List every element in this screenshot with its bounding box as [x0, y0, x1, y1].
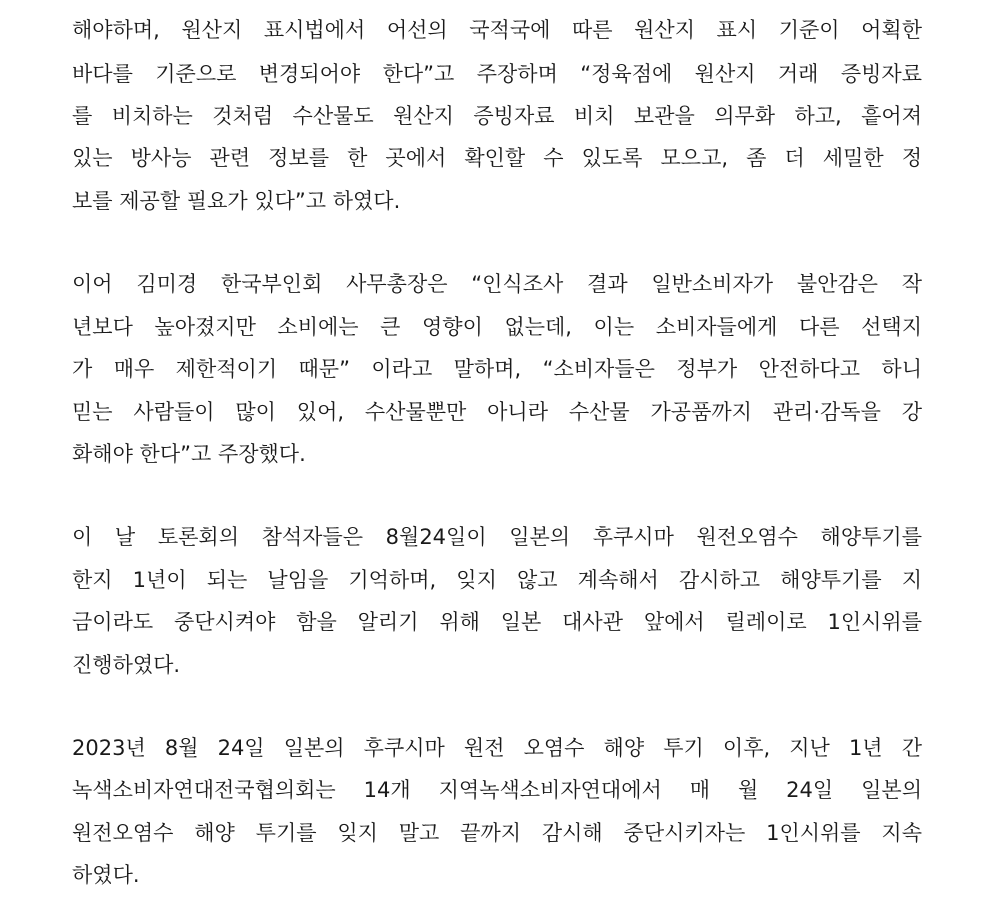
paragraph-3-line-2: 한지 1년이 되는 날임을 기억하며, 잊지 않고 계속해서 감시하고 해양투기를 지: [72, 568, 922, 592]
paragraph-4-line-2: 녹색소비자연대전국협의회는 14개 지역녹색소비자연대에서 매 월 24일 일본의: [72, 778, 922, 802]
paragraph-4-line-1: 2023년 8월 24일 일본의 후쿠시마 원전 오염수 해양 투기 이후, 지난 1년 간: [72, 736, 922, 760]
paragraph-1-line-2: 바다를 기준으로 변경되어야 한다”고 주장하며 “정육점에 원산지 거래 증빙자료: [72, 62, 922, 86]
paragraph-1-line-4: 있는 방사능 관련 정보를 한 곳에서 확인할 수 있도록 모으고, 좀 더 세밀한 정: [72, 146, 922, 170]
paragraph-2-line-4: 믿는 사람들이 많이 있어, 수산물뿐만 아니라 수산물 가공품까지 관리·감독을 강: [72, 400, 922, 424]
paragraph-3-line-4: 진행하였다.: [72, 653, 181, 677]
paragraph-4-line-4: 하였다.: [72, 863, 140, 887]
paragraph-2-line-3: 가 매우 제한적이기 때문” 이라고 말하며, “소비자들은 정부가 안전하다고 하니: [72, 357, 922, 381]
paragraph-2-line-5: 화해야 한다”고 주장했다.: [72, 442, 306, 466]
paragraph-1-line-1: 해야하며, 원산지 표시법에서 어선의 국적국에 따른 원산지 표시 기준이 어획한: [72, 18, 922, 42]
paragraph-1-line-5: 보를 제공할 필요가 있다”고 하였다.: [72, 189, 401, 213]
paragraph-4-line-3: 원전오염수 해양 투기를 잊지 말고 끝까지 감시해 중단시키자는 1인시위를 지속: [72, 821, 922, 845]
paragraph-2-line-1: 이어 김미경 한국부인회 사무총장은 “인식조사 결과 일반소비자가 불안감은 작: [72, 272, 922, 296]
paragraph-1-line-3: 를 비치하는 것처럼 수산물도 원산지 증빙자료 비치 보관을 의무화 하고, 흩어져: [72, 104, 922, 128]
paragraph-3-line-1: 이 날 토론회의 참석자들은 8월24일이 일본의 후쿠시마 원전오염수 해양투기를: [72, 525, 922, 549]
paragraph-2-line-2: 년보다 높아졌지만 소비에는 큰 영향이 없는데, 이는 소비자들에게 다른 선택지: [72, 315, 922, 339]
paragraph-3-line-3: 금이라도 중단시켜야 함을 알리기 위해 일본 대사관 앞에서 릴레이로 1인시위를: [72, 610, 922, 634]
